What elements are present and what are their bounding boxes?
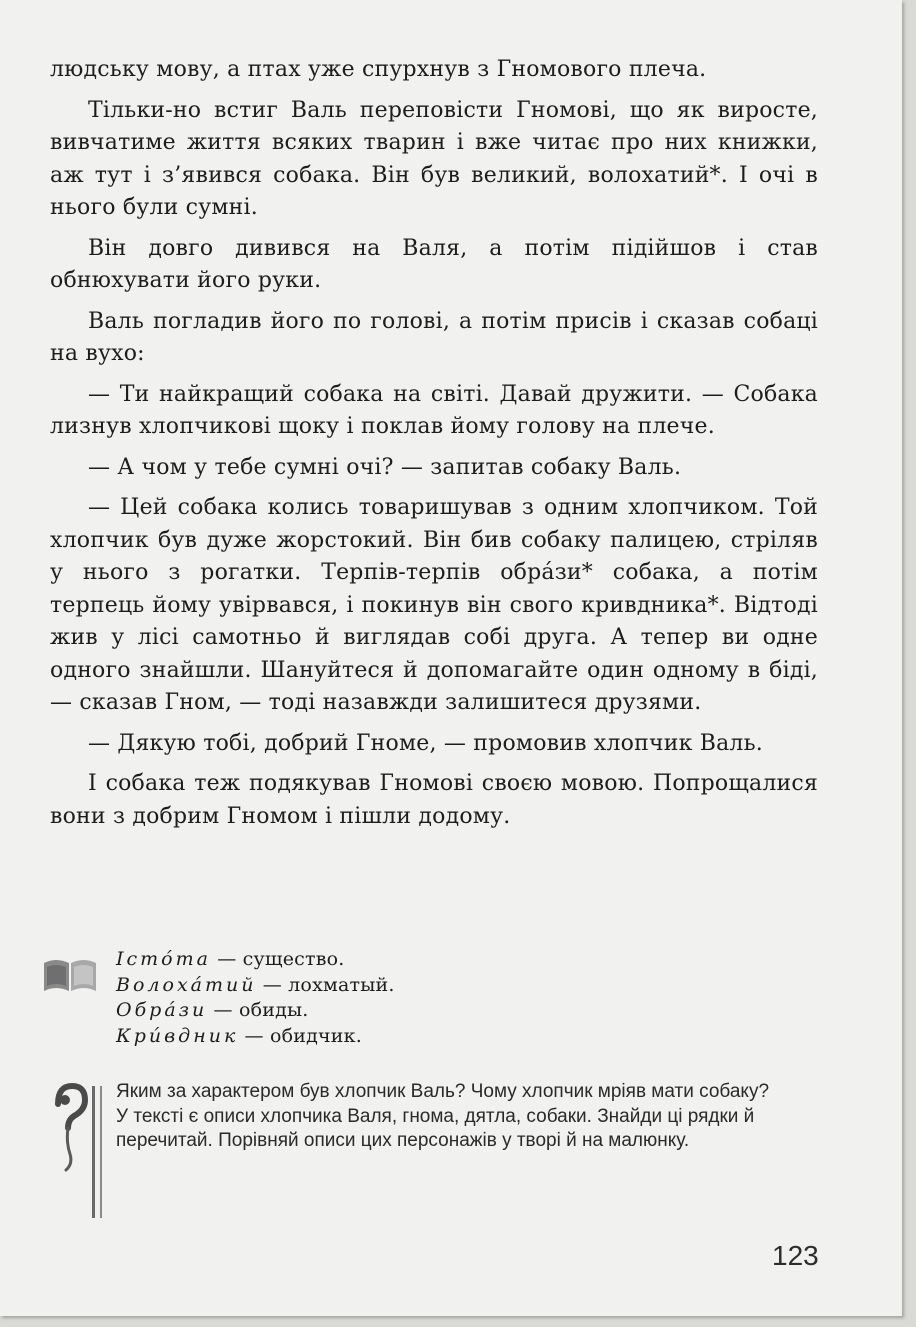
paragraph-6: — А чом у тебе сумні очі? — запитав собаку Валь. [88,454,682,480]
questions-text [116,1080,828,1154]
glossary-definition: — существо. [210,948,345,970]
glossary-definition: — обиды. [207,999,309,1021]
paragraph-4: Валь погладив його по голові, а потім присів і сказав собаці на вухо: [50,308,818,366]
question-1: Яким за характером був хлопчик Валь? Чому хлопчик мріяв мати собаку? [116,1081,770,1102]
paragraph-1: людську мову, а птах уже спурхнув з Гномового плеча. [50,57,707,82]
paragraph-5: — Ти найкращий собака на світі. Давай дружити. — Собака лизнув хлопчикові щоку і поклав йому голову на плече. [50,381,818,439]
paragraph-3: Він довго дивився на Валя, а потім підійшов і став обнюхувати його руки. [50,235,818,293]
glossary-list [116,947,395,1049]
paragraph-9: І собака теж подякував Гномові своєю мовою. Попрощалися вони з добрим Гномом і пішли додому. [50,771,818,829]
question-mark-icon [52,1082,88,1172]
paragraph-2: Тільки-но встиг Валь переповісти Гномові, що як виросте, вивчатиме життя всяких тварин і вже читає про них книжки, аж тут і з’явився собака. Він був великий, волохатий*. І очі в нього були сумні. [50,97,818,220]
divider-bar [92,1086,95,1218]
glossary-entry [116,1024,395,1050]
questions-block [48,1080,828,1220]
divider-bar [100,1086,102,1218]
glossary-entry [116,947,395,973]
question-2: У тексті є описи хлопчика Валя, гнома, дятла, собаки. Знайди ці рядки й перечитай. Порівняй описи цих персонажів у творі й на малюнку. [116,1105,755,1151]
page-number: 123 [772,1240,819,1271]
glossary-term: Обрáзи [116,999,208,1021]
book-icon [40,953,100,995]
glossary-entry [116,973,395,999]
story-text [50,54,818,841]
paragraph-7: — Цей собака колись товаришував з одним хлопчиком. Той хлопчик був дуже жорстокий. Він бив собаку палицею, стріляв у нього з рогатки. Терпів-терпів обрáзи* собака, а потім терпець йому увірвався, і покинув він свого кривдника*. Відтоді жив у лісі самотньо й виглядав собі друга. А тепер ви одне одного знайшли. Шануйтеся й допомагайте один одному в біді, — сказав Гном, — тоді назавжди залишитеся друзями. [50,495,818,715]
glossary-definition: — лохматый. [256,973,395,996]
glossary-term: Істóта [116,948,211,970]
glossary-definition: — обидчик. [238,1024,362,1047]
glossary-term: Волохáтий [116,973,257,996]
paragraph-8: — Дякую тобі, добрий Гноме, — промовив хлопчик Валь. [88,730,763,756]
glossary-entry [116,998,395,1024]
glossary-term: Крúвдник [116,1024,239,1047]
